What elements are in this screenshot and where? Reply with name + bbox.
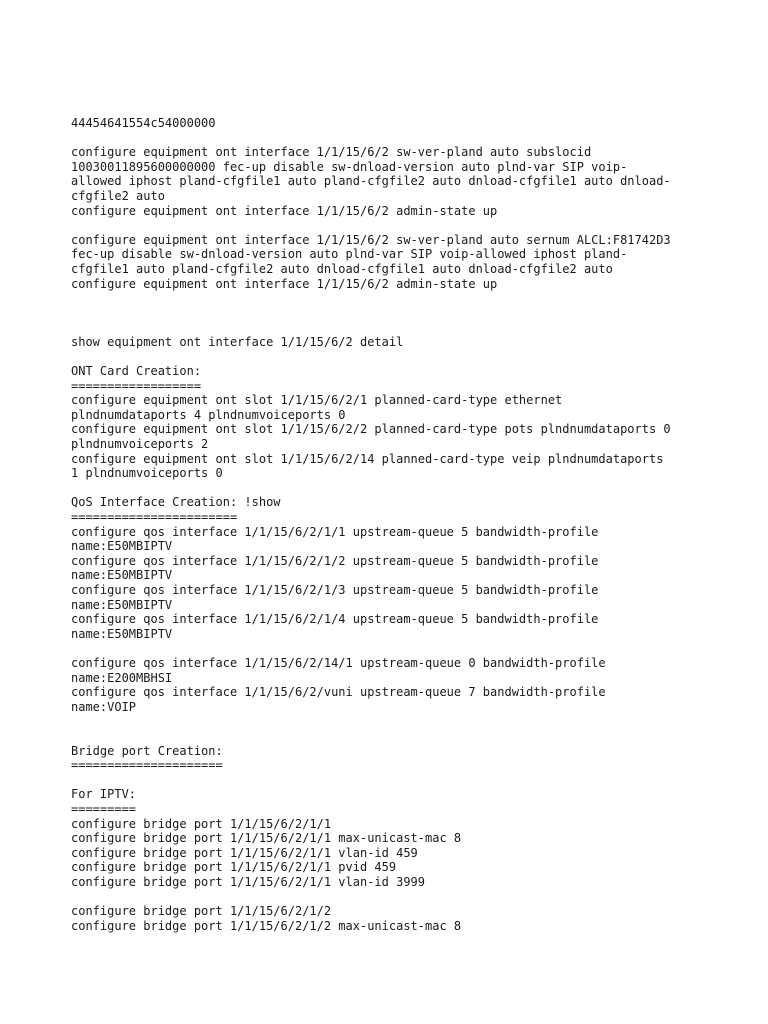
- text-line: cfgfile1 auto pland-cfgfile2 auto dnload-cfgfile1 auto dnload-cfgfile2 auto: [71, 261, 613, 276]
- text-line: configure equipment ont interface 1/1/15/6/2 admin-state up: [71, 276, 498, 291]
- section-title: QoS Interface Creation: !show: [71, 495, 281, 510]
- text-line: configure bridge port 1/1/15/6/2/1/1 pvid 459: [71, 860, 397, 875]
- text-line: configure qos interface 1/1/15/6/2/1/4 upstream-queue 5 bandwidth-profile: [71, 612, 599, 627]
- section-underline: =====================: [71, 758, 223, 773]
- bridge-section: [71, 744, 731, 773]
- show-command: show equipment ont interface 1/1/15/6/2 detail: [71, 334, 404, 349]
- header-id: 44454641554c54000000: [71, 116, 216, 130]
- text-line: configure qos interface 1/1/15/6/2/vuni upstream-queue 7 bandwidth-profile: [71, 685, 606, 700]
- text-line: configure bridge port 1/1/15/6/2/1/2: [71, 904, 332, 919]
- text-line: configure bridge port 1/1/15/6/2/1/1: [71, 816, 332, 831]
- text-line: allowed iphost pland-cfgfile1 auto pland-cfgfile2 auto dnload-cfgfile1 auto dnload-: [71, 174, 671, 189]
- text-line: configure bridge port 1/1/15/6/2/1/1 vlan-id 459: [71, 845, 418, 860]
- section-title: For IPTV:: [71, 787, 137, 802]
- text-line: configure equipment ont slot 1/1/15/6/2/2 planned-card-type pots plndnumdataports 0: [71, 422, 671, 437]
- text-line: 10030011895600000000 fec-up disable sw-dnload-version auto plnd-var SIP voip-: [71, 159, 628, 174]
- text-line: configure qos interface 1/1/15/6/2/14/1 upstream-queue 0 bandwidth-profile: [71, 655, 606, 670]
- text-line: configure equipment ont interface 1/1/15/6/2 admin-state up: [71, 203, 498, 218]
- text-line: plndnumvoiceports 2: [71, 437, 209, 452]
- text-line: plndnumdataports 4 plndnumvoiceports 0: [71, 407, 346, 422]
- section-underline: ==================: [71, 378, 202, 393]
- text-line: name:E50MBIPTV: [71, 626, 173, 641]
- section-title: ONT Card Creation:: [71, 364, 202, 379]
- text-line: name:VOIP: [71, 699, 137, 714]
- text-line: configure equipment ont slot 1/1/15/6/2/14 planned-card-type veip plndnumdataports: [71, 451, 664, 466]
- qos-section: [71, 495, 731, 714]
- text-line: name:E50MBIPTV: [71, 597, 173, 612]
- section-underline: =======================: [71, 510, 238, 525]
- text-line: name:E50MBIPTV: [71, 568, 173, 583]
- text-line: configure equipment ont interface 1/1/15/6/2 sw-ver-pland auto sernum ALCL:F81742D3: [71, 232, 671, 247]
- text-line: configure qos interface 1/1/15/6/2/1/2 upstream-queue 5 bandwidth-profile: [71, 553, 599, 568]
- iptv-section: [71, 787, 731, 933]
- text-line: configure qos interface 1/1/15/6/2/1/1 upstream-queue 5 bandwidth-profile: [71, 524, 599, 539]
- text-line: configure equipment ont interface 1/1/15/6/2 sw-ver-pland auto subslocid: [71, 145, 592, 160]
- text-line: fec-up disable sw-dnload-version auto plnd-var SIP voip-allowed iphost pland-: [71, 247, 628, 262]
- text-line: configure equipment ont slot 1/1/15/6/2/1 planned-card-type ethernet: [71, 393, 563, 408]
- ont-block-2: [71, 233, 731, 291]
- section-title: Bridge port Creation:: [71, 743, 223, 758]
- text-line: configure bridge port 1/1/15/6/2/1/1 max-unicast-mac 8: [71, 831, 462, 846]
- text-line: configure qos interface 1/1/15/6/2/1/3 upstream-queue 5 bandwidth-profile: [71, 583, 599, 598]
- text-line: configure bridge port 1/1/15/6/2/1/2 max-unicast-mac 8: [71, 918, 462, 933]
- text-line: cfgfile2 auto: [71, 188, 165, 203]
- text-line: name:E50MBIPTV: [71, 539, 173, 554]
- ont-block-1: [71, 145, 731, 218]
- section-underline: =========: [71, 801, 137, 816]
- ont-card-section: [71, 364, 731, 481]
- document-body: [71, 116, 731, 933]
- text-line: name:E200MBHSI: [71, 670, 173, 685]
- text-line: configure bridge port 1/1/15/6/2/1/1 vlan-id 3999: [71, 874, 426, 889]
- text-line: 1 plndnumvoiceports 0: [71, 466, 223, 481]
